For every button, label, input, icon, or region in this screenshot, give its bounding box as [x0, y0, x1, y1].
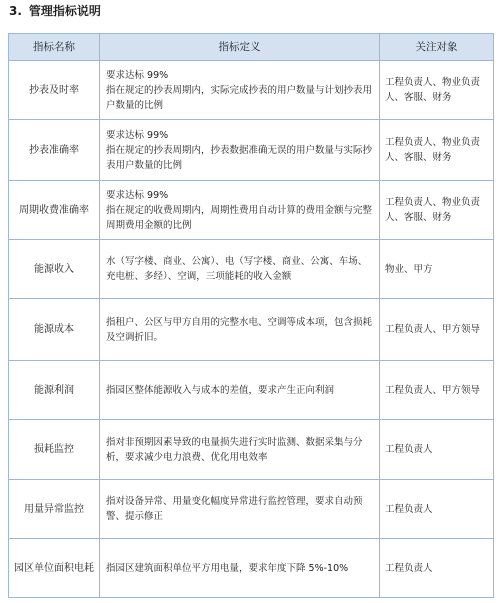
metric-description: 指在规定的抄表周期内，抄表数据准确无误的用户数量与实际抄表用户数量的比例: [106, 144, 373, 171]
metrics-table: [8, 33, 494, 598]
metric-name: 损耗监控: [9, 420, 100, 480]
section-number: 3.: [9, 4, 22, 18]
table-row: [9, 480, 494, 539]
table-row: [9, 361, 494, 420]
header-focus-target: 关注对象: [380, 34, 494, 61]
metric-focus: 工程负责人: [380, 480, 494, 539]
metric-name: 抄表准确率: [9, 120, 100, 181]
section-title: 管理指标说明: [28, 4, 101, 18]
metric-name: 能源收入: [9, 240, 100, 299]
metric-name: 周期收费准确率: [9, 181, 100, 240]
metric-focus: 工程负责人、物业负责人、客服、财务: [380, 120, 494, 181]
metric-definition: 指园区建筑面积单位平方用电量，要求年度下降 5%-10%: [100, 539, 380, 598]
metric-definition: [100, 120, 380, 181]
metric-name: 抄表及时率: [9, 61, 100, 120]
metric-definition: 指对设备异常、用量变化幅度异常进行监控管理，要求自动预警、提示修正: [100, 480, 380, 539]
metric-name: 能源利润: [9, 361, 100, 420]
metric-name: 能源成本: [9, 299, 100, 361]
metric-definition: [100, 181, 380, 240]
table-row: [9, 299, 494, 361]
metric-requirement: 要求达标 99%: [106, 189, 169, 201]
metric-name: 用量异常监控: [9, 480, 100, 539]
table-row: [9, 240, 494, 299]
header-metric-name: 指标名称: [9, 34, 100, 61]
metric-definition: 水（写字楼、商业、公寓）、电（写字楼、商业、公寓、车场、充电桩、多经）、空调，三项能耗的收入金额: [100, 240, 380, 299]
metric-focus: 工程负责人、物业负责人、客服、财务: [380, 181, 494, 240]
table-header-row: [9, 34, 494, 61]
table-row: [9, 120, 494, 181]
metric-description: 指在规定的抄表周期内，实际完成抄表的用户数量与计划抄表用户数量的比例: [106, 84, 373, 111]
table-row: [9, 181, 494, 240]
metric-requirement: 要求达标 99%: [106, 129, 169, 141]
metric-definition: 指租户、公区与甲方自用的完整水电、空调等成本项，包含损耗及空调折旧。: [100, 299, 380, 361]
metric-focus: 工程负责人、甲方领导: [380, 361, 494, 420]
table-row: [9, 61, 494, 120]
metric-focus: 工程负责人、物业负责人、客服、财务: [380, 61, 494, 120]
header-metric-definition: 指标定义: [100, 34, 380, 61]
metric-definition: [100, 61, 380, 120]
section-heading: [9, 3, 101, 19]
metric-focus: 工程负责人、甲方领导: [380, 299, 494, 361]
metric-focus: 工程负责人: [380, 539, 494, 598]
metric-name: 园区单位面积电耗: [9, 539, 100, 598]
metric-definition: 指园区整体能源收入与成本的差值，要求产生正向利润: [100, 361, 380, 420]
metric-description: 指在规定的收费周期内，周期性费用自动计算的费用金额与完整周期费用金额的比例: [106, 204, 373, 231]
metric-definition: 指对非预期因素导致的电量损失进行实时监测、数据采集与分析，要求减少电力浪费、优化用电效率: [100, 420, 380, 480]
metric-focus: 工程负责人: [380, 420, 494, 480]
table-row: [9, 420, 494, 480]
metric-focus: 物业、甲方: [380, 240, 494, 299]
table-row: [9, 539, 494, 598]
metric-requirement: 要求达标 99%: [106, 69, 169, 81]
